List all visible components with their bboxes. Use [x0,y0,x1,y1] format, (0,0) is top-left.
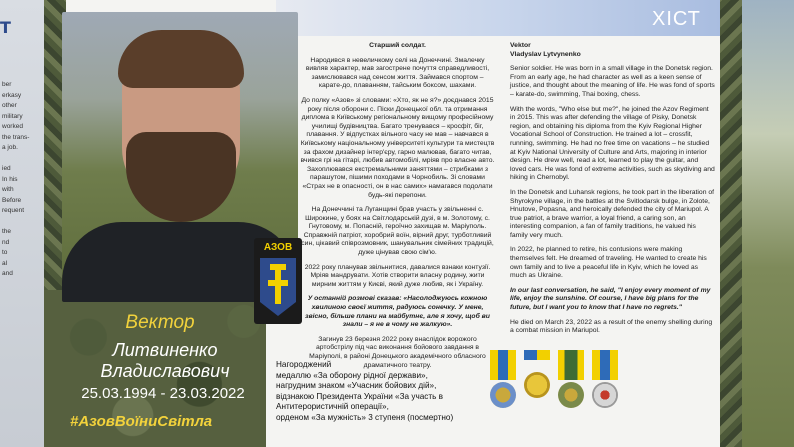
bio-en-paragraph: In the Donetsk and Luhansk regions, he took part in the liberation of Shyrokyne village, in the battles at the Svitlodarsk bulge, in Zolote, Hnutove, Popasna, and heroically defended the city of Mariupol. A true patriot, a brave warrior, a loyal friend, a caring son, an interesting companion, a fan of family traditions, he valued his family very much. [510,188,715,239]
badge-combat-participant [524,350,550,398]
hashtag: #АзовВоїниСвітла [70,413,213,430]
medal-defense [490,350,516,408]
bio-uk-paragraph: Загинув 23 березня 2022 року внаслідок ворожого артобстрілу під час виконання бойового завдання в Маріуполі, в районі Донецького академічного обласного драматичного театру. [309,335,486,369]
bio-en-quote: In our last conversation, he said, "I enjoy every moment of my life, enjoy the sunshine. Of course, I have big plans for the future, but I want you to know that I have no regrets." [510,286,711,312]
badge-bar [524,350,550,360]
hist-logo: ΧІСТ [652,8,701,30]
azov-emblem [254,238,302,324]
medal-disc-icon [490,382,516,408]
bio-en-paragraph: With the words, "Who else but me?", he joined the Azov Regiment in 2015. This was after defending the village of Pisky, Donetsk region, and obtaining his diploma from the Kyiv Regional Higher Vocational School of Construction. He trained a lot – crossfit, running, swimming. He had no free time on vacations – he studied at Kyiv National University of Culture and Arts, majoring in interior design. He drew well, read a lot, learned to play the guitar, and loved cars. He was fond of extreme activities, such as skydiving and hiking in Chernobyl. [510,105,715,182]
bio-uk-paragraph: До полку «Азов» зі словами: «Хто, як не я?» доєднався 2015 року після оборони с. Піски Донецької обл. та отримання диплома в Київському регіональному вищому професійному училищі будівництва. Багато тренувався – кросфіт, біг, плавання. У відпустках вільного часу не мав – навчався в Київському національному університеті культури та мистецтв за фахом дизайнер інтер'єру, гарно малював, багато читав, вчився грі на гітарі, любив автомобілі, мріяв про власне авто. Захоплювався екстремальними заняттями – стрибками з парашутом, пішими походами в Чорнобиль. Зі словами «Страх не в опасності, он в нас самих» намагався подолати будь-які перепони. [300,96,495,199]
bio-uk-quote: У останній розмові сказав: «Насолоджуюсь кожною хвилиною своєї життя, радуюсь сонечку. У мене, звісно, більше плани на майбутнє, але я хочу, щоб ви знали – я не в чому не жалкую». [305,295,490,329]
azov-emblem-label: АЗОВ [263,242,293,253]
bio-en-paragraph: In 2022, he planned to retire, his contusions were making themselves felt. He dreamed of traveling. He wanted to create his own family and to live a peaceful life in Kyiv, which he loved as much as Ukraine. [510,246,707,280]
surname: Литвиненко [112,340,218,360]
bio-ukrainian [300,42,495,376]
life-dates: 25.03.1994 - 23.03.2022 [81,385,245,402]
left-panel-heading: Т [0,18,11,37]
awards-text: Нагороджений медаллю «За оборону рідної держави», нагрудним знаком «Учасник бойових дій», відзнакою Президента України «За участь в Антитерористичній операції», орденом «За мужність» 3 ступеня (посмертно) [276,360,454,422]
bio-uk-paragraph: На Донеччині та Луганщині брав участь у звільненні с. Широкине, у боях на Світлодарській дузі, в м. Золотому, с. Гнутовому, м. Попасній, героїчно захищав м. Маріуполь. Справжній патріот, хоробрий воїн, вірний друг, турботливий син, цікавий співрозмовник, шанувальник сімейних традицій, дуже цінував свою сім'ю. [301,206,494,257]
bio-en-header: Vektor Vladyslav Lytvynenko [510,42,581,58]
medal-ribbon [490,350,516,380]
portrait-hair [118,30,244,88]
medal-ribbon [592,350,618,380]
first-name: Вектор [125,312,195,333]
medal-ribbon [558,350,584,380]
medal-ato [558,350,584,408]
bio-en-paragraph: He died on March 23, 2022 as a result of the enemy shelling during a combat mission in Mariupol. [510,318,713,335]
bio-en-paragraph: Senior soldier. He was born in a small village in the Donetsk region. From an early age, he had character as well as a keen sense of justice, and thought about the meaning of life. He was fond of sports – karate-do, swimming, Thai boxing, chess. [510,65,715,98]
portrait-beard [126,132,236,222]
left-neighbor-panel [0,0,44,447]
patronymic: Владиславович [100,361,230,381]
bio-english [510,42,715,342]
cross-icon [558,382,584,408]
star-order-icon [592,382,618,408]
left-panel-text: ber erkasy other military worked the trans- a job. ied In his with Before requent the nd to al and [2,81,30,277]
bio-uk-paragraph: Народився в невеличкому селі на Донеччині. Змалечку вивляв характер, мав загострене почуття справедливості, замислювався над сенсом життя. Займався спортом – карате-до, плаванням, тайським боксом, шахами. [305,56,490,90]
bio-uk-paragraph: 2022 року планував звільнитися, давалися взнаки контузії. Мріяв мандрувати. Хотів створити власну родину, жити мирним життям у Києві, який дуже любив, як і Україну. [304,263,491,288]
order-for-courage [592,350,618,408]
badge-disc-icon [524,372,550,398]
bio-uk-heading: Старший солдат. [369,42,426,49]
camo-frame-right [720,0,742,447]
wolfsangel-icon [258,256,298,318]
